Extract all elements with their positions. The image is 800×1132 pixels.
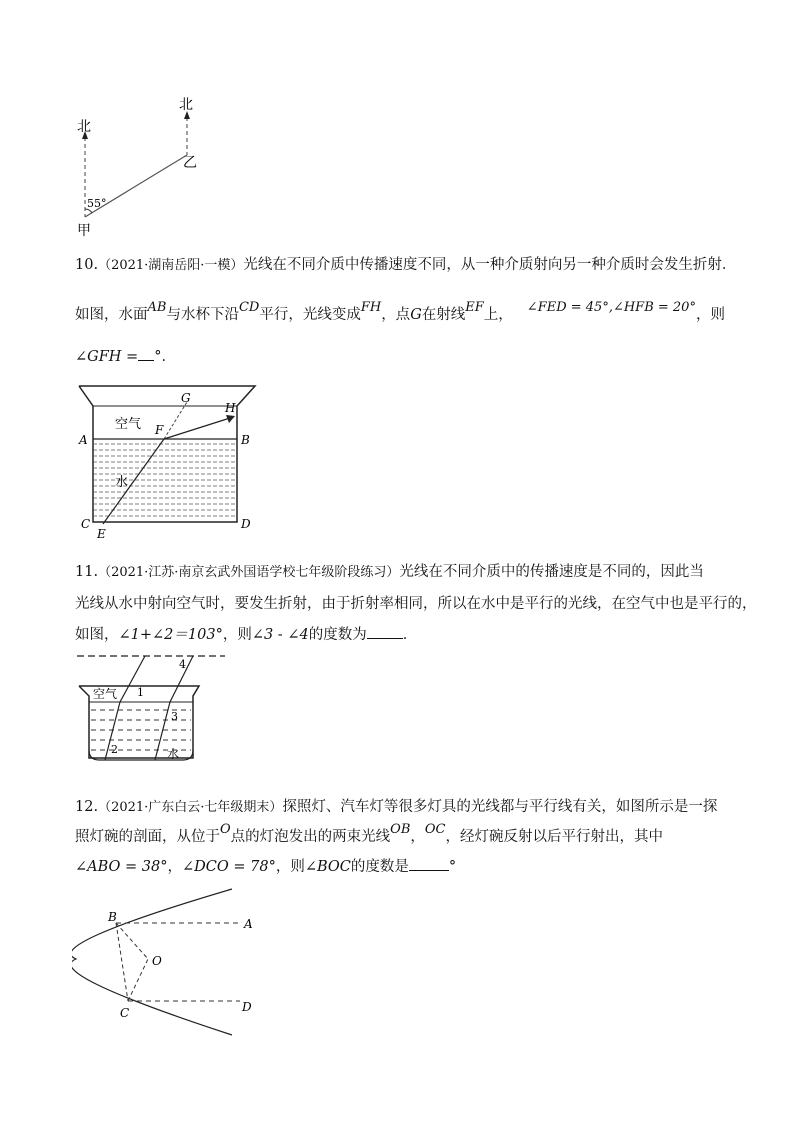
- q12-OB: OB: [390, 822, 411, 837]
- label-D-12: D: [242, 1000, 252, 1014]
- q12-text: ，则: [275, 859, 305, 875]
- q10-angle-gfh: ∠GFH =: [75, 349, 139, 365]
- label-B: B: [241, 433, 250, 447]
- ray-right: [155, 656, 193, 760]
- q10-text: 如图，水面: [75, 307, 148, 323]
- label-C: C: [81, 517, 91, 531]
- air-label-11: 空气: [93, 687, 118, 701]
- q10-number: 10.: [75, 257, 99, 273]
- label-A-12: A: [244, 917, 253, 931]
- q12-number: 12.: [75, 799, 99, 815]
- q10-text: 平行，光线变成: [259, 307, 361, 323]
- ray-FH: [164, 418, 230, 439]
- q10-text: ，点: [381, 307, 411, 323]
- angle2-label: 2: [111, 743, 118, 756]
- q11-expr: ∠3 - ∠4: [251, 627, 309, 643]
- q11-number: 11.: [75, 564, 99, 580]
- reflector-figure: [72, 885, 272, 1040]
- q12-boc: ∠BOC: [304, 859, 351, 875]
- q12-text: 的度数是: [350, 859, 409, 875]
- q12-line1-text: 探照灯、汽车灯等很多灯具的光线都与平行线有关，如图所示是一探: [282, 799, 718, 815]
- q10-line3: [75, 350, 176, 365]
- water-label: 水: [115, 475, 129, 490]
- q10-answer-blank: [138, 360, 154, 361]
- q12-text: ，经灯碗反射以后平行射出，其中: [445, 829, 663, 845]
- q12-abo: ∠ABO = 38°: [75, 859, 168, 875]
- q11-line3: [75, 628, 417, 643]
- label-F: F: [155, 423, 164, 437]
- q11-answer-blank: [367, 638, 403, 639]
- q10-line1-text: 光线在不同介质中传播速度不同，从一种介质射向另一种介质时会发生折射．: [243, 257, 737, 273]
- q10-G: G: [410, 307, 422, 323]
- q11-text: ．: [402, 627, 418, 643]
- q12-line3: [75, 860, 456, 875]
- q11-line2: [75, 597, 757, 612]
- label-B-12: B: [108, 910, 117, 924]
- air-label: 空气: [115, 417, 142, 432]
- ray-EF: [103, 439, 164, 524]
- q10-AB: AB: [147, 300, 167, 315]
- q10-EF: EF: [465, 300, 484, 315]
- q11-text: ，则: [222, 627, 252, 643]
- q12-text: ，: [410, 829, 425, 845]
- point-jia-label: 甲: [77, 223, 91, 239]
- q12-O: O: [220, 822, 231, 837]
- label-H: H: [225, 401, 236, 415]
- bearing-figure: [75, 95, 215, 240]
- q11-source: （2021·江苏·南京玄武外国语学校七年级阶段练习）: [98, 565, 400, 580]
- q10-FH: FH: [360, 300, 382, 315]
- q10-source: （2021·湖南岳阳·一模）: [98, 258, 244, 273]
- point-yi-label: 乙: [183, 155, 197, 171]
- q11-eq: ∠1+∠2＝103°: [118, 627, 223, 643]
- cup-figure: [75, 378, 265, 540]
- angle1-label: 1: [137, 686, 144, 699]
- q11-line1: [75, 565, 704, 580]
- q12-line2: [75, 822, 663, 845]
- q10-text: 与水杯下沿: [166, 307, 239, 323]
- q11-line2-text: 光线从水中射向空气时，要发生折射，由于折射率相同，所以在水中是平行的光线，在空气中也是平行的，: [75, 596, 757, 612]
- q12-text: 点的灯泡发出的两束光线: [230, 829, 391, 845]
- ray-FG-dashed: [164, 402, 187, 439]
- label-C-12: C: [120, 1006, 130, 1020]
- q10-angles: ∠FED = 45°,∠HFB = 20°: [526, 300, 696, 315]
- q12-line1: [75, 800, 717, 815]
- water-label-11: 水: [167, 747, 180, 761]
- q11-text: 如图，: [75, 627, 119, 643]
- label-A: A: [79, 433, 88, 447]
- angle-label: 55°: [87, 197, 107, 210]
- q10-CD: CD: [238, 300, 260, 315]
- q11-line1-text: 光线在不同介质中的传播速度是不同的，因此当: [399, 564, 704, 580]
- north-label-right: 北: [179, 97, 193, 113]
- q11-text: 的度数为: [308, 627, 367, 643]
- q12-answer-blank: [409, 870, 449, 871]
- angle4-label: 4: [179, 658, 186, 671]
- q12-source: （2021·广东白云·七年级期末）: [98, 800, 283, 815]
- segment-CO: [128, 959, 148, 1001]
- q10-text: ，则: [695, 307, 725, 323]
- q10-line2: [75, 300, 725, 323]
- q10-text: °．: [154, 349, 176, 365]
- q10-text: 在射线: [421, 307, 466, 323]
- q12-text: 照灯碗的剖面，从位于: [75, 829, 220, 845]
- label-O-12: O: [152, 954, 162, 968]
- q12-text: ，: [167, 859, 183, 875]
- q10-line1: [75, 258, 736, 273]
- q12-text: °: [448, 859, 457, 875]
- label-G: G: [181, 391, 191, 405]
- label-D: D: [241, 517, 251, 531]
- q12-OC: OC: [424, 822, 446, 837]
- beaker-figure: [75, 650, 245, 768]
- label-E: E: [97, 527, 106, 540]
- north-label-left: 北: [77, 119, 91, 135]
- angle3-label: 3: [171, 710, 178, 723]
- q10-text: 上，: [483, 307, 513, 323]
- q12-dco: ∠DCO = 78°: [182, 859, 276, 875]
